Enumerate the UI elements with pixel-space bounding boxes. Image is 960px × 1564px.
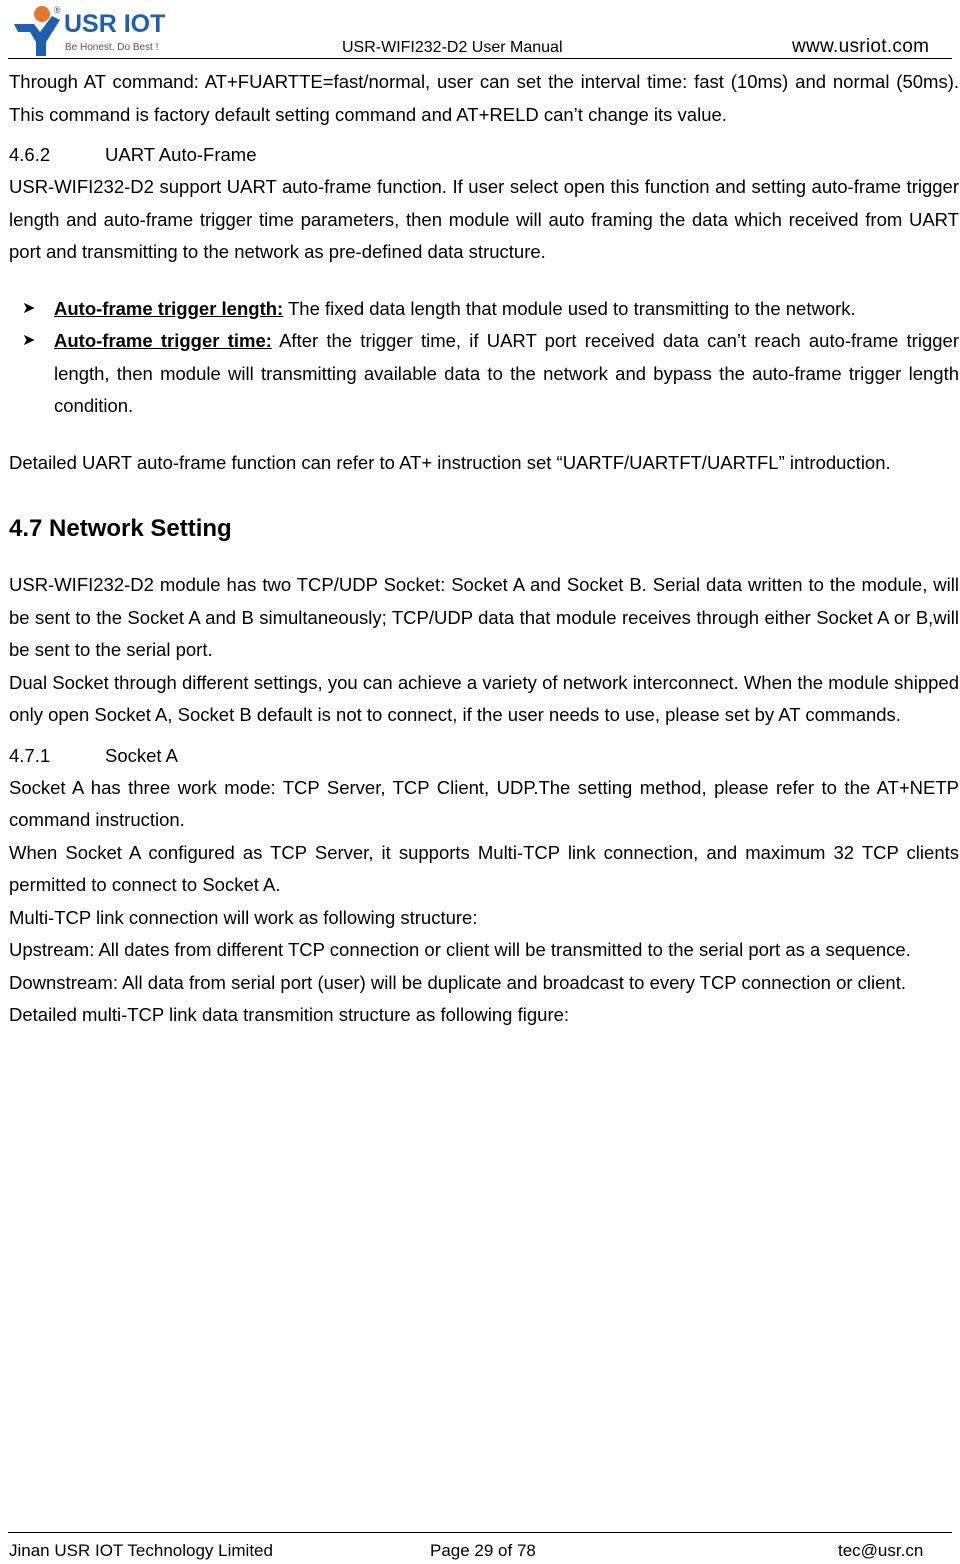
section-4-6-2-heading xyxy=(9,139,959,171)
socket-a-line: Detailed multi-TCP link data transmition structure as following figure: xyxy=(9,1004,570,1025)
bullet-text: The fixed data length that module used to transmitting to the network. xyxy=(283,297,856,319)
bullet-term: Auto-frame trigger length: xyxy=(54,297,284,319)
footer-page-number: Page 29 of 78 xyxy=(430,1541,536,1560)
auto-frame-paragraph: USR-WIFI232-D2 support UART auto-frame function. If user select open this function and setting auto-frame trigger length and auto-frame trigger time parameters, then module will auto framing the data which received from UART port and transmitting to the network as pre-defined data structure. xyxy=(9,176,959,262)
header-divider xyxy=(8,58,952,59)
socket-a-line: Upstream: All dates from different TCP connection or client will be transmitted to the serial port as a sequence. xyxy=(9,939,911,960)
logo-tagline: Be Honest, Do Best ! xyxy=(65,42,159,53)
socket-a-line: Downstream: All data from serial port (user) will be duplicate and broadcast to every TCP connection or client. xyxy=(9,971,906,993)
page-header xyxy=(0,0,960,62)
arrow-bullet-icon: ➤ xyxy=(22,299,36,317)
network-paragraph-2: Dual Socket through different settings, you can achieve a variety of network interconnect. When the module shipped only open Socket A, Socket B default is not to connect, if the user needs to use, please set by AT commands. xyxy=(9,671,959,725)
website-url: www.usriot.com xyxy=(792,36,930,57)
socket-a-line: Socket A has three work mode: TCP Server, TCP Client, UDP.The setting method, please refer to the AT+NETP command instruction. xyxy=(9,776,959,830)
section-title: UART Auto-Frame xyxy=(105,144,257,165)
footer-email: tec@usr.cn xyxy=(838,1541,924,1560)
detail-paragraph: Detailed UART auto-frame function can refer to AT+ instruction set “UARTF/UARTFT/UARTFL” introduction. xyxy=(9,451,891,473)
section-title: Socket A xyxy=(105,744,179,766)
logo-brand-text: USR IOT xyxy=(64,10,166,38)
logo-registered-mark: ® xyxy=(54,5,61,15)
socket-a-line: When Socket A configured as TCP Server, it supports Multi-TCP link connection, and maximum 32 TCP clients permitted to connect to Socket A. xyxy=(9,841,959,895)
logo-person-head xyxy=(34,6,50,22)
section-4-7-1-heading xyxy=(9,740,959,772)
footer-company: Jinan USR IOT Technology Limited xyxy=(9,1541,273,1560)
bullet-trigger-time xyxy=(9,325,959,423)
usr-iot-logo xyxy=(8,2,188,58)
intro-paragraph: Through AT command: AT+FUARTTE=fast/normal, user can set the interval time: fast (10ms) and normal (50ms). This command is factory default setting command and AT+RELD can’t change its value. xyxy=(9,71,959,125)
section-4-7-heading: 4.7 Network Setting xyxy=(9,515,232,542)
footer-divider xyxy=(8,1532,952,1533)
bullet-trigger-length xyxy=(9,293,959,326)
socket-a-line: Multi-TCP link connection will work as following structure: xyxy=(9,906,478,928)
bullet-text: After the trigger time, if UART port received data can’t reach auto-frame trigger length, then module will transmitting available data to the network and bypass the auto-frame trigger length condition. xyxy=(54,330,959,416)
section-number: 4.7.1 xyxy=(9,744,51,766)
manual-title: USR-WIFI232-D2 User Manual xyxy=(342,39,563,56)
bullet-term: Auto-frame trigger time: xyxy=(54,330,272,351)
network-paragraph-1: USR-WIFI232-D2 module has two TCP/UDP Socket: Socket A and Socket B. Serial data written to the module, will be sent to the Socket A and B simultaneously; TCP/UDP data that module receives through either Socket A or B,will be sent to the serial port. xyxy=(9,574,959,660)
logo-person-body xyxy=(14,16,60,56)
page-content xyxy=(9,66,959,1032)
arrow-bullet-icon: ➤ xyxy=(22,332,36,349)
section-number: 4.6.2 xyxy=(9,144,51,165)
